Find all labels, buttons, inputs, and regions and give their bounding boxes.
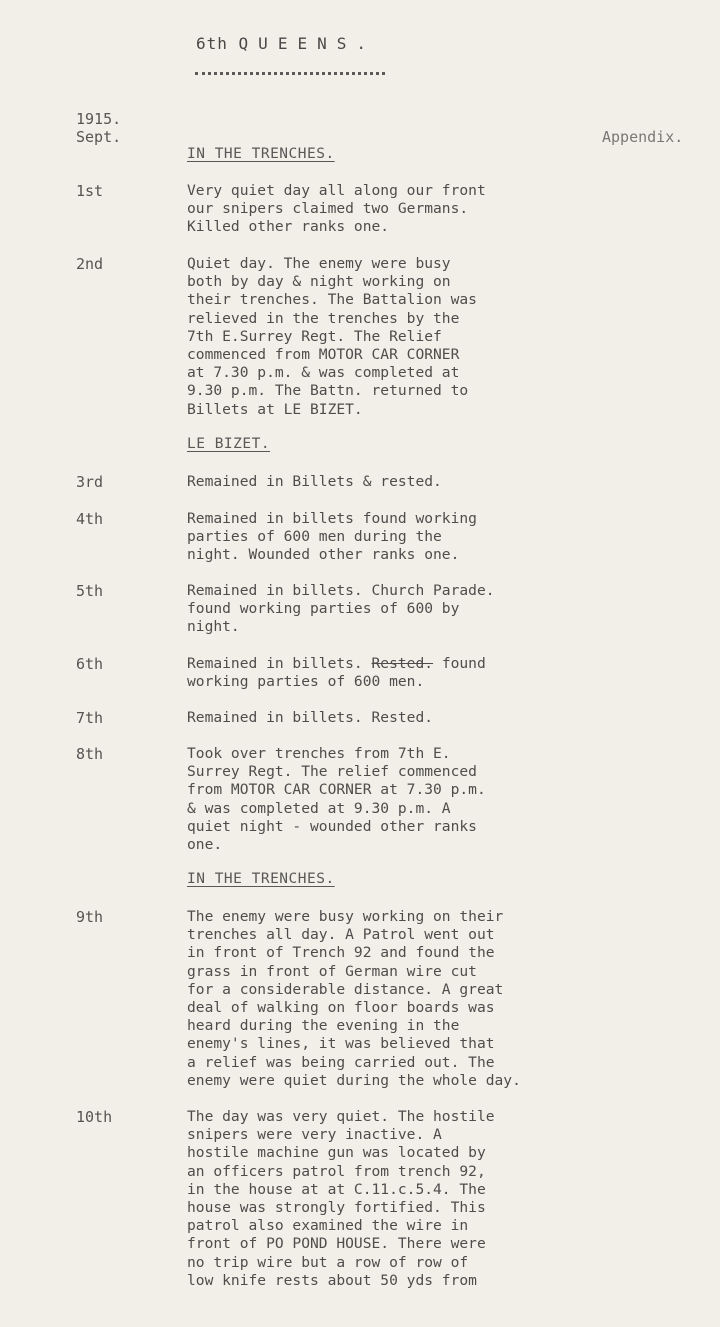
entry-text: Very quiet day all along our front our snipers claimed two Germans. Killed other ranks one.	[187, 182, 486, 236]
month-label: Sept.	[76, 128, 122, 146]
entry-date: 4th	[76, 510, 104, 528]
entry-text: The day was very quiet. The hostile snipers were very inactive. A hostile machine gun was located by an officers patrol from trench 92, in the house at at C.11.c.5.4. The house was strongly fortified. This patrol also examined the wire in front of PO POND HOUSE. There were no trip wire but a row of row of low knife rests about 50 yds from	[187, 1108, 495, 1289]
entry-text: Took over trenches from 7th E. Surrey Regt. The relief commenced from MOTOR CAR CORNER at 7.30 p.m. & was completed at 9.30 p.m. A quiet night - wounded other ranks one.	[187, 745, 486, 854]
entry-text: Remained in billets found working parties of 600 men during the night. Wounded other ranks one.	[187, 510, 477, 564]
entry-date: 8th	[76, 745, 104, 763]
entry-date: 1st	[76, 182, 104, 200]
section-heading-le-bizet: LE BIZET.	[187, 436, 271, 452]
year-label: 1915.	[76, 110, 122, 128]
struck-through-word: Rested.	[371, 655, 434, 672]
entry-date: 10th	[76, 1108, 113, 1126]
heading-unit: QUEENS.	[238, 34, 376, 53]
page-heading	[196, 34, 376, 53]
entry-text: Remained in billets. Rested.	[187, 709, 434, 726]
entry-text	[187, 655, 607, 691]
entry-date: 6th	[76, 655, 104, 673]
entry-text: The enemy were busy working on their trenches all day. A Patrol went out in front of Trench 92 and found the grass in front of German wire cut for a considerable distance. A great deal of walking on floor boards was heard during the evening in the enemy's lines, it was believed that a relief was being carried out. The enemy were quiet during the whole day.	[187, 908, 521, 1089]
entry-date: 3rd	[76, 473, 104, 491]
entry-text-part: Remained in billets.	[187, 655, 372, 672]
entry-text: Remained in billets. Church Parade. found working parties of 600 by night.	[187, 582, 495, 636]
entry-text: Remained in Billets & rested.	[187, 473, 442, 490]
section-heading-in-the-trenches: IN THE TRENCHES.	[187, 146, 335, 162]
entry-date: 2nd	[76, 255, 104, 273]
entry-text: Quiet day. The enemy were busy both by day & night working on their trenches. The Battalion was relieved in the trenches by the 7th E.Surrey Regt. The Relief commenced from MOTOR CAR CORNER at 7.30 p.m. & was completed at 9.30 p.m. The Battn. returned to Billets at LE BIZET.	[187, 255, 477, 418]
entry-date: 9th	[76, 908, 104, 926]
heading-prefix: 6th	[196, 34, 228, 53]
entry-date: 7th	[76, 709, 104, 727]
heading-rule	[195, 72, 385, 75]
entry-date: 5th	[76, 582, 104, 600]
entry-text-part: found working parties of 600 men.	[187, 655, 486, 691]
section-heading-in-the-trenches: IN THE TRENCHES.	[187, 871, 335, 887]
appendix-label: Appendix.	[602, 128, 684, 146]
